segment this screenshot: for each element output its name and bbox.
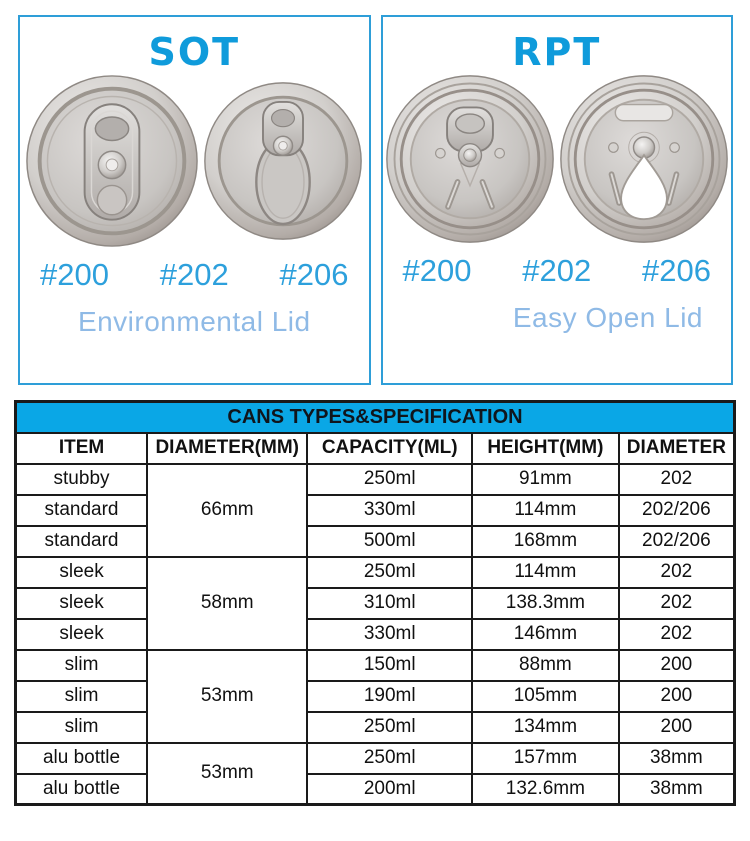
sot-size-206: #206: [279, 257, 349, 292]
rpt-size-206: #206: [642, 253, 711, 288]
cell-height: 146mm: [472, 619, 619, 650]
cell-item: standard: [16, 495, 148, 526]
cell-capacity: 250ml: [307, 557, 472, 588]
cell-diameter: 202: [619, 464, 735, 495]
cans-spec-table: [14, 400, 736, 806]
cell-capacity: 150ml: [307, 650, 472, 681]
cell-diameter: 202: [619, 588, 735, 619]
cell-item: sleek: [16, 619, 148, 650]
cell-diameter: 38mm: [619, 774, 735, 805]
rpt-ring-pull-lid-image: [384, 73, 556, 245]
table-title: CANS TYPES&SPECIFICATION: [16, 402, 735, 433]
table-row: [16, 619, 735, 650]
cell-height: 157mm: [472, 743, 619, 774]
sot-ring-tab-lid-image: [202, 80, 364, 242]
cell-capacity: 330ml: [307, 619, 472, 650]
cell-height: 105mm: [472, 681, 619, 712]
cell-item: slim: [16, 650, 148, 681]
cell-capacity: 330ml: [307, 495, 472, 526]
cell-item: alu bottle: [16, 774, 148, 805]
table-row: [16, 650, 735, 681]
cell-diameter-group: 53mm: [147, 743, 307, 805]
cell-height: 134mm: [472, 712, 619, 743]
table-row: [16, 712, 735, 743]
cell-height: 114mm: [472, 495, 619, 526]
table-row: [16, 495, 735, 526]
cell-diameter: 202/206: [619, 526, 735, 557]
cell-diameter: 202/206: [619, 495, 735, 526]
sot-size-202: #202: [159, 257, 229, 292]
cell-capacity: 200ml: [307, 774, 472, 805]
rpt-lid-photos: [384, 73, 730, 245]
cell-capacity: 500ml: [307, 526, 472, 557]
cell-capacity: 250ml: [307, 712, 472, 743]
sot-subtitle: Environmental Lid: [77, 306, 311, 337]
rpt-size-200: #200: [402, 253, 472, 288]
cell-height: 168mm: [472, 526, 619, 557]
cell-diameter: 202: [619, 619, 735, 650]
sot-size-labels: [20, 257, 369, 293]
table-row: [16, 681, 735, 712]
cell-height: 138.3mm: [472, 588, 619, 619]
cell-height: 88mm: [472, 650, 619, 681]
cell-capacity: 310ml: [307, 588, 472, 619]
rpt-opened-hole-lid-image: [558, 73, 730, 245]
sot-lid-photos: [24, 73, 364, 249]
cell-item: sleek: [16, 557, 148, 588]
cell-item: standard: [16, 526, 148, 557]
cell-capacity: 190ml: [307, 681, 472, 712]
cell-diameter: 202: [619, 557, 735, 588]
cell-item: sleek: [16, 588, 148, 619]
cell-height: 132.6mm: [472, 774, 619, 805]
rpt-title: RPT: [512, 30, 602, 74]
cell-item: slim: [16, 712, 148, 743]
cell-item: alu bottle: [16, 743, 148, 774]
table-row: [16, 774, 735, 805]
cell-capacity: 250ml: [307, 743, 472, 774]
rpt-size-labels: [383, 253, 732, 289]
lid-panels: [0, 0, 750, 385]
sot-panel: [18, 15, 371, 385]
cell-diameter: 200: [619, 650, 735, 681]
col-header-item: ITEM: [16, 433, 148, 464]
table-row: [16, 743, 735, 774]
cell-diameter: 200: [619, 681, 735, 712]
cell-item: slim: [16, 681, 148, 712]
table-row: [16, 526, 735, 557]
table-row: [16, 557, 735, 588]
cell-capacity: 250ml: [307, 464, 472, 495]
sot-stay-on-tab-lid-image: [24, 73, 200, 249]
table-row: [16, 464, 735, 495]
sot-title: SOT: [148, 30, 241, 74]
cell-diameter-group: 53mm: [147, 650, 307, 743]
cell-height: 91mm: [472, 464, 619, 495]
cell-diameter-group: 58mm: [147, 557, 307, 650]
col-header-diameter-mm: DIAMETER(MM): [147, 433, 307, 464]
rpt-size-202: #202: [522, 253, 592, 288]
rpt-subtitle: Easy Open Lid: [512, 302, 703, 333]
col-header-height: HEIGHT(MM): [472, 433, 619, 464]
table-row: [16, 588, 735, 619]
col-header-diameter: DIAMETER: [619, 433, 735, 464]
cell-diameter: 200: [619, 712, 735, 743]
cell-diameter: 38mm: [619, 743, 735, 774]
cell-item: stubby: [16, 464, 148, 495]
cell-height: 114mm: [472, 557, 619, 588]
cell-diameter-group: 66mm: [147, 464, 307, 557]
rpt-panel: [381, 15, 734, 385]
col-header-capacity: CAPACITY(ML): [307, 433, 472, 464]
sot-size-200: #200: [40, 257, 109, 292]
